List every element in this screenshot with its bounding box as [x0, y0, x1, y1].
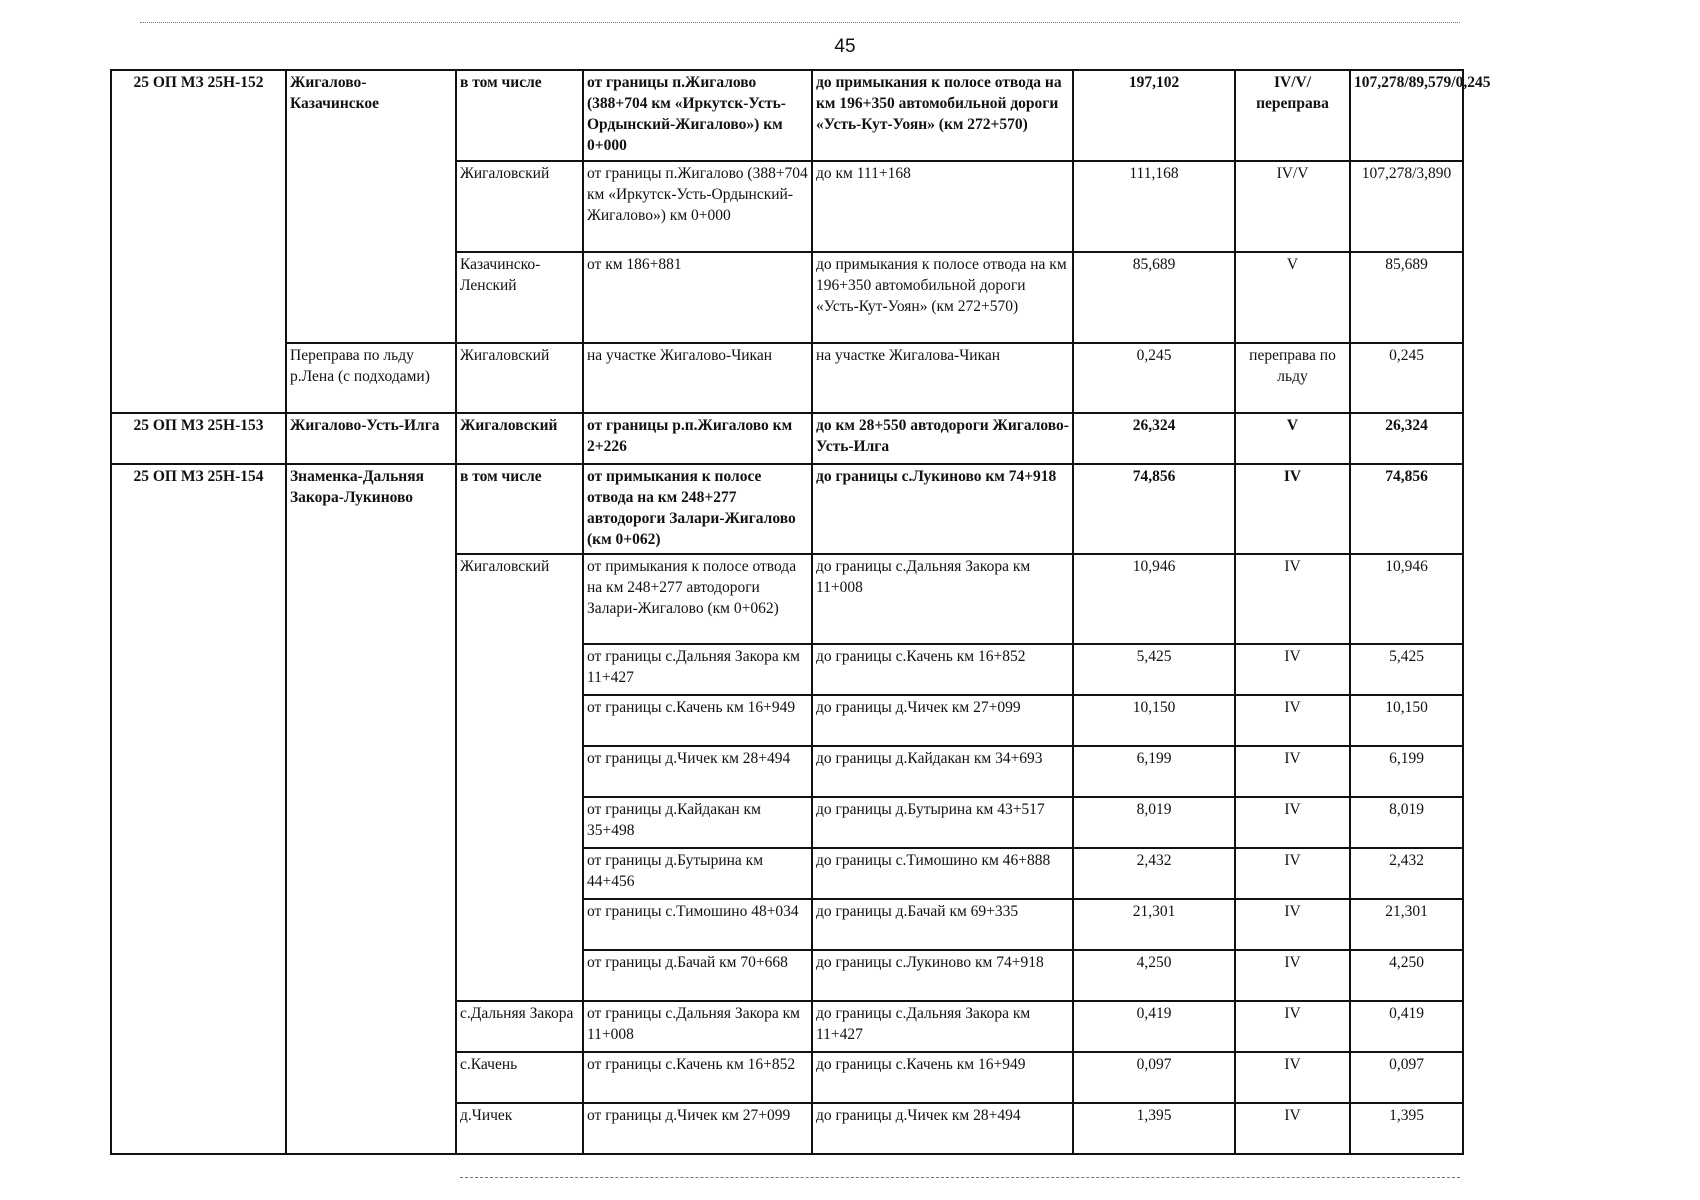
- distribution-cell: 0,245: [1350, 343, 1463, 413]
- length-cell: 74,856: [1073, 464, 1235, 554]
- to-cell: до границы д.Чичек км 28+494: [812, 1103, 1073, 1154]
- category-cell: IV/V: [1235, 161, 1350, 252]
- length-cell: 21,301: [1073, 899, 1235, 950]
- length-cell: 26,324: [1073, 413, 1235, 464]
- to-cell: до границы с.Лукиново км 74+918: [812, 464, 1073, 554]
- to-cell: до примыкания к полосе отвода на км 196+350 автомобильной дороги «Усть-Кут-Уоян» (км 272+570): [812, 252, 1073, 343]
- distribution-cell: 8,019: [1350, 797, 1463, 848]
- to-cell: до км 28+550 автодороги Жигалово-Усть-Илга: [812, 413, 1073, 464]
- distribution-cell: 85,689: [1350, 252, 1463, 343]
- road-code-cell: 25 ОП МЗ 25Н-153: [111, 413, 286, 464]
- to-cell: до границы д.Кайдакан км 34+693: [812, 746, 1073, 797]
- distribution-cell: 1,395: [1350, 1103, 1463, 1154]
- distribution-cell: 74,856: [1350, 464, 1463, 554]
- district-cell: с.Качень: [456, 1052, 583, 1103]
- distribution-cell: 21,301: [1350, 899, 1463, 950]
- from-cell: от границы с.Дальняя Закора км 11+427: [583, 644, 812, 695]
- distribution-cell: 10,946: [1350, 554, 1463, 644]
- road-name-cell: Переправа по льду р.Лена (с подходами): [286, 343, 456, 413]
- from-cell: от границы с.Качень км 16+852: [583, 1052, 812, 1103]
- length-cell: 5,425: [1073, 644, 1235, 695]
- to-cell: до примыкания к полосе отвода на км 196+350 автомобильной дороги «Усть-Кут-Уоян» (км 272+570): [812, 70, 1073, 161]
- length-cell: 10,946: [1073, 554, 1235, 644]
- district-cell: Жигаловский: [456, 343, 583, 413]
- category-cell: IV: [1235, 848, 1350, 899]
- to-cell: до границы с.Дальняя Закора км 11+008: [812, 554, 1073, 644]
- road-code-cell: 25 ОП МЗ 25Н-152: [111, 70, 286, 413]
- category-cell: IV: [1235, 950, 1350, 1001]
- to-cell: до границы с.Качень км 16+852: [812, 644, 1073, 695]
- distribution-cell: 5,425: [1350, 644, 1463, 695]
- table-row: [111, 464, 1463, 554]
- table-row: [111, 343, 1463, 413]
- from-cell: от границы р.п.Жигалово км 2+226: [583, 413, 812, 464]
- length-cell: 197,102: [1073, 70, 1235, 161]
- from-cell: от границы п.Жигалово (388+704 км «Иркутск-Усть-Ордынский-Жигалово») км 0+000: [583, 70, 812, 161]
- from-cell: на участке Жигалово-Чикан: [583, 343, 812, 413]
- district-cell: д.Чичек: [456, 1103, 583, 1154]
- page-number: 45: [834, 36, 856, 57]
- category-cell: IV: [1235, 695, 1350, 746]
- from-cell: от границы д.Чичек км 27+099: [583, 1103, 812, 1154]
- from-cell: от границы д.Чичек км 28+494: [583, 746, 812, 797]
- roads-table: [110, 69, 1491, 1155]
- table-row: [111, 70, 1463, 161]
- distribution-cell: 0,097: [1350, 1052, 1463, 1103]
- distribution-cell: 2,432: [1350, 848, 1463, 899]
- length-cell: 6,199: [1073, 746, 1235, 797]
- length-cell: 10,150: [1073, 695, 1235, 746]
- length-cell: 4,250: [1073, 950, 1235, 1001]
- district-cell: Жигаловский: [456, 554, 583, 1001]
- distribution-cell: 26,324: [1350, 413, 1463, 464]
- category-cell: IV: [1235, 464, 1350, 554]
- distribution-cell: 107,278/89,579/0,245: [1350, 70, 1463, 161]
- category-cell: IV: [1235, 1052, 1350, 1103]
- from-cell: от границы с.Тимошино 48+034: [583, 899, 812, 950]
- to-cell: до км 111+168: [812, 161, 1073, 252]
- category-cell: IV/V/переправа: [1235, 70, 1350, 161]
- category-cell: IV: [1235, 644, 1350, 695]
- district-cell: в том числе: [456, 464, 583, 554]
- length-cell: 0,419: [1073, 1001, 1235, 1052]
- scan-artifact-top: [140, 22, 1460, 23]
- category-cell: IV: [1235, 554, 1350, 644]
- from-cell: от км 186+881: [583, 252, 812, 343]
- length-cell: 85,689: [1073, 252, 1235, 343]
- from-cell: от границы п.Жигалово (388+704 км «Иркутск-Усть-Ордынский-Жигалово») км 0+000: [583, 161, 812, 252]
- distribution-cell: 10,150: [1350, 695, 1463, 746]
- from-cell: от границы с.Дальняя Закора км 11+008: [583, 1001, 812, 1052]
- category-cell: IV: [1235, 797, 1350, 848]
- length-cell: 8,019: [1073, 797, 1235, 848]
- distribution-cell: 4,250: [1350, 950, 1463, 1001]
- category-cell: IV: [1235, 746, 1350, 797]
- from-cell: от примыкания к полосе отвода на км 248+277 автодороги Залари-Жигалово (км 0+062): [583, 554, 812, 644]
- to-cell: до границы д.Бачай км 69+335: [812, 899, 1073, 950]
- length-cell: 111,168: [1073, 161, 1235, 252]
- to-cell: на участке Жигалова-Чикан: [812, 343, 1073, 413]
- from-cell: от границы д.Кайдакан км 35+498: [583, 797, 812, 848]
- to-cell: до границы с.Тимошино км 46+888: [812, 848, 1073, 899]
- district-cell: в том числе: [456, 70, 583, 161]
- to-cell: до границы с.Качень км 16+949: [812, 1052, 1073, 1103]
- category-cell: IV: [1235, 899, 1350, 950]
- distribution-cell: 6,199: [1350, 746, 1463, 797]
- distribution-cell: 107,278/3,890: [1350, 161, 1463, 252]
- from-cell: от примыкания к полосе отвода на км 248+277 автодороги Залари-Жигалово (км 0+062): [583, 464, 812, 554]
- district-cell: Казачинско-Ленский: [456, 252, 583, 343]
- category-cell: V: [1235, 252, 1350, 343]
- to-cell: до границы с.Дальняя Закора км 11+427: [812, 1001, 1073, 1052]
- to-cell: до границы с.Лукиново км 74+918: [812, 950, 1073, 1001]
- length-cell: 2,432: [1073, 848, 1235, 899]
- road-name-cell: Знаменка-Дальняя Закора-Лукиново: [286, 464, 456, 1154]
- road-name-cell: Жигалово-Усть-Илга: [286, 413, 456, 464]
- length-cell: 1,395: [1073, 1103, 1235, 1154]
- scan-artifact-bottom: [460, 1177, 1460, 1178]
- length-cell: 0,245: [1073, 343, 1235, 413]
- category-cell: переправа по льду: [1235, 343, 1350, 413]
- category-cell: IV: [1235, 1001, 1350, 1052]
- category-cell: IV: [1235, 1103, 1350, 1154]
- length-cell: 0,097: [1073, 1052, 1235, 1103]
- district-cell: Жигаловский: [456, 413, 583, 464]
- road-name-cell: Жигалово-Казачинское: [286, 70, 456, 343]
- district-cell: Жигаловский: [456, 161, 583, 252]
- table-row: [111, 413, 1463, 464]
- road-code-cell: 25 ОП МЗ 25Н-154: [111, 464, 286, 1154]
- from-cell: от границы с.Качень км 16+949: [583, 695, 812, 746]
- category-cell: V: [1235, 413, 1350, 464]
- distribution-cell: 0,419: [1350, 1001, 1463, 1052]
- to-cell: до границы д.Чичек км 27+099: [812, 695, 1073, 746]
- from-cell: от границы д.Бутырина км 44+456: [583, 848, 812, 899]
- from-cell: от границы д.Бачай км 70+668: [583, 950, 812, 1001]
- to-cell: до границы д.Бутырина км 43+517: [812, 797, 1073, 848]
- district-cell: с.Дальняя Закора: [456, 1001, 583, 1052]
